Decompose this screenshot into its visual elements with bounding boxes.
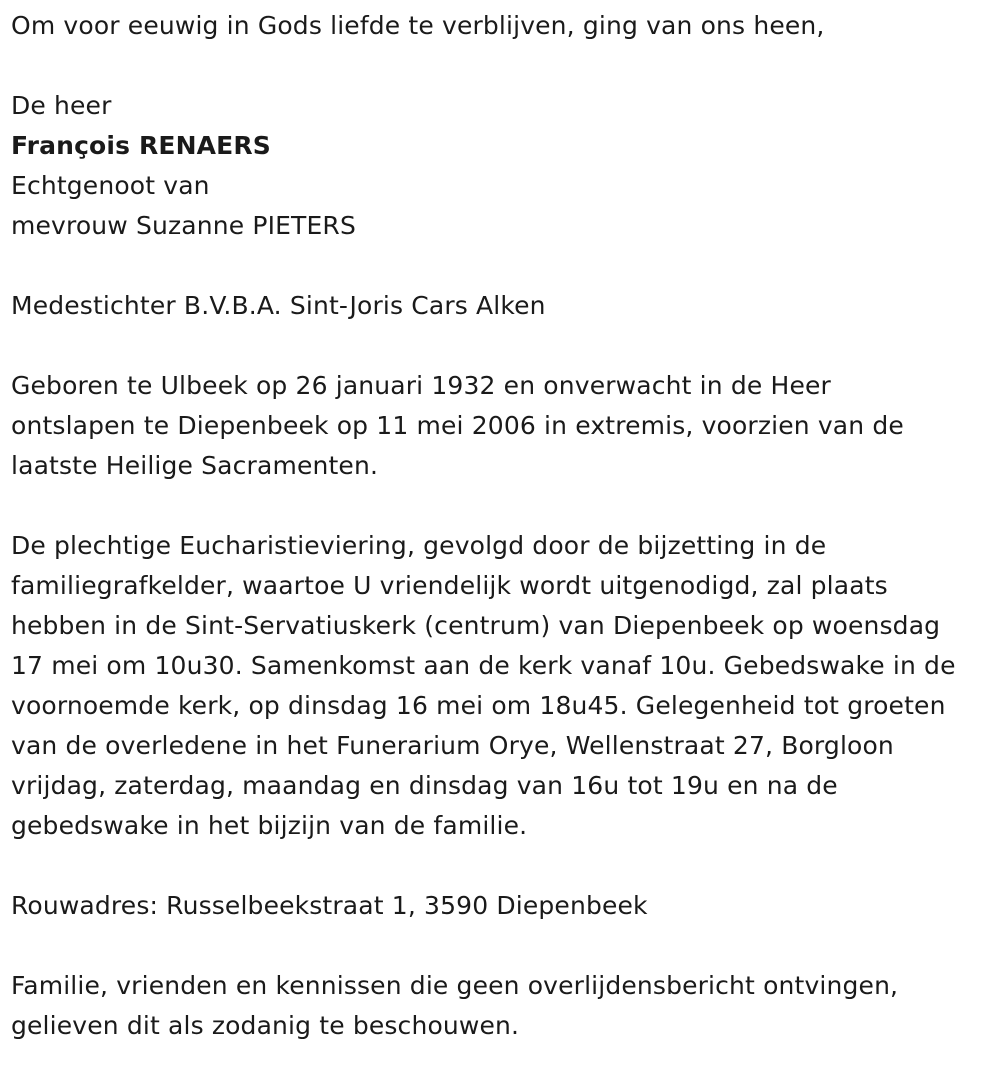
ceremony-line: voornoemde kerk, op dinsdag 16 mei om 18u45. Gelegenheid tot groeten bbox=[11, 691, 946, 720]
salutation: De heer bbox=[11, 91, 112, 120]
intro-text: Om voor eeuwig in Gods liefde te verblijven, ging van ons heen, bbox=[11, 11, 825, 40]
spacer bbox=[11, 326, 996, 366]
role-text: Medestichter B.V.B.A. Sint-Joris Cars Alken bbox=[11, 291, 546, 320]
closing-line: Familie, vrienden en kennissen die geen overlijdensbericht ontvingen, bbox=[11, 971, 899, 1000]
spacer bbox=[11, 486, 996, 526]
birth-death-line: laatste Heilige Sacramenten. bbox=[11, 451, 379, 480]
ceremony-paragraph bbox=[11, 526, 996, 846]
birth-death-line: ontslapen te Diepenbeek op 11 mei 2006 in extremis, voorzien van de bbox=[11, 411, 904, 440]
ceremony-line: De plechtige Eucharistieviering, gevolgd door de bijzetting in de bbox=[11, 531, 827, 560]
spacer bbox=[11, 46, 996, 86]
ceremony-line: familiegrafkelder, waartoe U vriendelijk wordt uitgenodigd, zal plaats bbox=[11, 571, 888, 600]
spacer bbox=[11, 926, 996, 966]
birth-death-line: Geboren te Ulbeek op 26 januari 1932 en onverwacht in de Heer bbox=[11, 371, 831, 400]
ceremony-line: gebedswake in het bijzijn van de familie. bbox=[11, 811, 528, 840]
spouse-label: Echtgenoot van bbox=[11, 171, 210, 200]
mourning-address: Rouwadres: Russelbeekstraat 1, 3590 Diepenbeek bbox=[11, 891, 648, 920]
ceremony-line: hebben in de Sint-Servatiuskerk (centrum) van Diepenbeek op woensdag bbox=[11, 611, 941, 640]
spouse-name: mevrouw Suzanne PIETERS bbox=[11, 211, 356, 240]
ceremony-line: vrijdag, zaterdag, maandag en dinsdag van 16u tot 19u en na de bbox=[11, 771, 838, 800]
deceased-name: François RENAERS bbox=[11, 131, 271, 160]
closing-line: gelieven dit als zodanig te beschouwen. bbox=[11, 1011, 520, 1040]
spacer bbox=[11, 846, 996, 886]
ceremony-line: 17 mei om 10u30. Samenkomst aan de kerk vanaf 10u. Gebedswake in de bbox=[11, 651, 956, 680]
closing-paragraph bbox=[11, 966, 996, 1046]
obituary-notice bbox=[11, 6, 996, 1046]
birth-death-paragraph bbox=[11, 366, 996, 486]
ceremony-line: van de overledene in het Funerarium Orye, Wellenstraat 27, Borgloon bbox=[11, 731, 894, 760]
spacer bbox=[11, 246, 996, 286]
